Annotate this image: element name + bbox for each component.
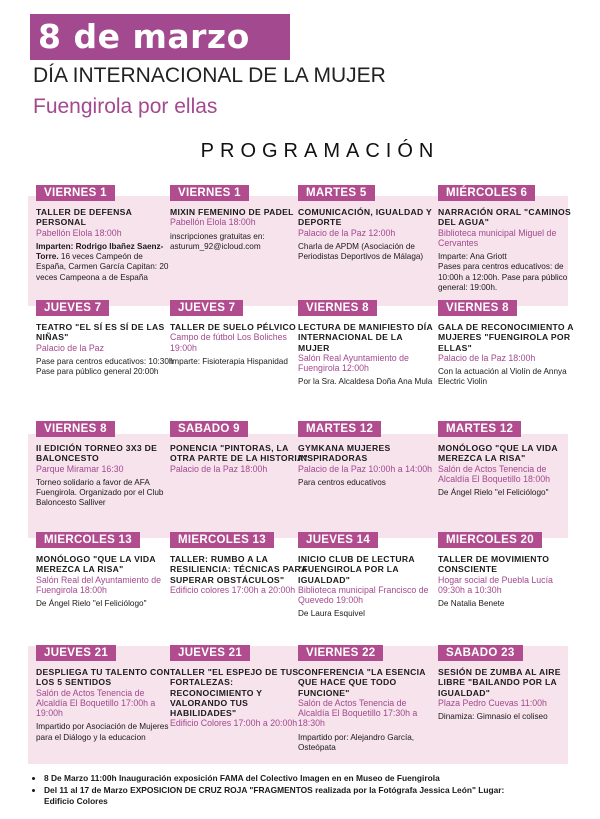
event-card <box>298 532 436 644</box>
event-day-badge: MIÉRCOLES 6 <box>438 185 535 201</box>
event-description <box>36 242 174 283</box>
event-place: Biblioteca municipal Francisco de Quevedo 19:00h <box>298 584 429 606</box>
event-description-text: Pase para centros educativos: 10:30h Pase para público general 20:00h <box>36 356 174 377</box>
event-place: Palacio de la Paz 18:00h <box>170 463 268 474</box>
event-day-badge: VIERNES 8 <box>298 300 377 316</box>
event-description-text: Impartido por Asociación de Mujeres para el Diálogo y la educacion <box>36 722 169 742</box>
event-place: Palacio de la Paz 10:00h a 14:00h <box>298 463 433 474</box>
event-title: MIXIN FEMENINO DE PADEL <box>170 207 294 217</box>
event-description-text: De Ángel Rielo "el Feliciólogo" <box>36 599 147 609</box>
event-description-text: Dinamiza: Gimnasio el coliseo <box>438 712 548 722</box>
event-place: Plaza Pedro Cuevas 11:00h <box>438 697 547 708</box>
event-title: TALLER DE DEFENSA PERSONAL <box>36 207 132 228</box>
event-title: II EDICIÓN TORNEO 3X3 DE BALONCESTO <box>36 443 158 464</box>
footer-note: • 8 De Marzo 11:00h Inauguración exposición FAMA del Colectivo Imagen en en Museo de Fuengirola <box>44 773 534 784</box>
event-card <box>36 645 174 765</box>
event-description-text: Charla de APDM (Asociación de Periodistas Deportivos de Málaga) <box>298 241 424 262</box>
event-day-badge: SABADO 9 <box>170 421 248 437</box>
event-place: Edificio colores 17:00h a 20:00h <box>170 584 296 595</box>
event-day-badge: VIERNES 8 <box>438 300 517 316</box>
main-title: 8 de marzo <box>30 14 290 60</box>
event-day-badge: VIERNES 22 <box>298 645 383 661</box>
event-day-badge: MARTES 12 <box>438 421 521 437</box>
event-description <box>36 599 174 609</box>
event-place: Salón de Actos Tenencia de Alcaldía El Boquetillo 18:00h <box>438 463 550 484</box>
event-card <box>170 532 308 644</box>
event-description <box>298 478 436 488</box>
footer-notes <box>34 773 534 808</box>
event-place: Salón de Actos Tenencia de Alcaldía El Boquetillo 17:00h a 19:00h <box>36 687 156 719</box>
event-description <box>438 599 576 609</box>
event-description <box>298 733 436 754</box>
event-place: Palacio de la Paz 12:00h <box>298 227 396 238</box>
event-card <box>298 421 436 533</box>
event-description <box>438 488 576 498</box>
event-card <box>438 532 576 644</box>
event-card <box>170 185 308 297</box>
event-description <box>170 232 308 253</box>
event-description <box>438 712 576 722</box>
event-title: SESIÓN DE ZUMBA AL AIRE LIBRE "BAILANDO POR LA IGUALDAD" <box>438 667 561 698</box>
event-description-text: inscripciones gratuitas en: asturum_92@icloud.com <box>170 231 265 251</box>
event-day-badge: MARTES 5 <box>298 185 375 201</box>
event-description <box>438 252 576 293</box>
event-card <box>438 645 576 765</box>
event-card <box>170 645 308 765</box>
subtitle: DÍA INTERNACIONAL DE LA MUJER <box>33 64 386 87</box>
event-place: Salón Real Ayuntamiento de Fuengirola 12:00h <box>298 352 409 374</box>
tagline: Fuengirola por ellas <box>33 95 218 118</box>
event-description-text: Impartido por: Alejandro García, Osteópata <box>298 732 415 753</box>
event-day-badge: VIERNES 1 <box>36 185 115 201</box>
event-description-text: Por la Sra. Alcaldesa Doña Ana Mula <box>298 377 433 387</box>
event-card <box>438 185 576 297</box>
event-title: TALLER: RUMBO A LA RESILIENCIA: TÉCNICAS PARA SUPERAR OBSTÁCULOS" <box>170 554 308 585</box>
event-card <box>438 300 576 412</box>
event-place: Palacio de la Paz 18:00h <box>438 352 536 363</box>
event-title: COMUNICACIÓN, IGUALDAD Y DEPORTE <box>298 207 432 228</box>
event-day-badge: JUEVES 14 <box>298 532 378 548</box>
event-day-badge: VIERNES 1 <box>170 185 249 201</box>
event-card <box>170 421 308 533</box>
event-day-badge: JUEVES 21 <box>36 645 116 661</box>
event-place: Palacio de la Paz <box>36 342 104 353</box>
event-place: Parque Miramar 16:30 <box>36 463 124 474</box>
event-title: MONÓLOGO "QUE LA VIDA MEREZCA LA RISA" <box>438 443 558 464</box>
event-description <box>36 722 174 743</box>
event-title: CONFERENCIA "LA ESENCIA QUE HACE QUE TODO FUNCIONE" <box>298 667 426 698</box>
event-description-bold: Imparten: Rodrigo Ibañez Saenz-Torre. <box>36 241 164 262</box>
footer-note: • Del 11 al 17 de Marzo EXPOSICION DE CRUZ ROJA "FRAGMENTOS realizada por la Fotógrafa Jessica León" Lugar: Edificio Colores <box>44 785 534 807</box>
event-place: Biblioteca municipal Miguel de Cervantes <box>438 227 557 248</box>
event-title: NARRACIÓN ORAL "CAMINOS DEL AGUA" <box>438 207 572 228</box>
event-description-text: De Ángel Rielo "el Feliciólogo" <box>438 488 549 498</box>
event-description-text: 16 veces Campeón de España, Carmen García Capitan: 20 veces Campeona a de España <box>36 252 169 282</box>
event-place: Hogar social de Puebla Lucía 09:30h a 10:30h <box>438 574 553 595</box>
event-title: TALLER DE MOVIMIENTO CONSCIENTE <box>438 554 550 575</box>
event-day-badge: SABADO 23 <box>438 645 523 661</box>
event-place: Edificio Colores 17:00h a 20:00h <box>170 718 298 729</box>
event-title: PONENCIA "PINTORAS, LA OTRA PARTE DE LA HISTORIA" <box>170 443 308 464</box>
event-title: DESPLIEGA TU TALENTO CON LOS 5 SENTIDOS <box>36 667 171 688</box>
event-description-text: De Natalia Benete <box>438 599 505 609</box>
event-card <box>36 185 174 297</box>
event-place: Campo de fútbol Los Boliches 19:00h <box>170 332 287 353</box>
event-title: GALA DE RECONOCIMIENTO A MUJERES "FUENGIROLA POR ELLAS" <box>438 322 574 353</box>
event-card <box>36 532 174 644</box>
event-title: TEATRO "EL SÍ ES SÍ DE LAS NIÑAS" <box>36 322 165 343</box>
event-place: Salón Real del Ayuntamiento de Fuengirola 18:00h <box>36 574 162 595</box>
event-place: Salón de Actos Tenencia de Alcaldía El Boquetillo 17:30h a 18:30h <box>298 697 418 729</box>
event-card <box>36 421 174 533</box>
event-card <box>36 300 174 412</box>
section-title: PROGRAMACIÓN <box>200 140 440 162</box>
event-place: Pabellón Elola 18:00h <box>36 227 122 238</box>
event-description <box>438 367 576 388</box>
event-description-text: Torneo solidario a favor de AFA Fuengirola. Organizado por el Club Baloncesto Salliver <box>36 477 164 508</box>
event-day-badge: MARTES 12 <box>298 421 381 437</box>
event-day-badge: JUEVES 7 <box>170 300 243 316</box>
event-description <box>298 609 436 619</box>
event-description-text: Imparte: Fisioterapia Hispanidad <box>170 356 288 366</box>
event-title: GYMKANA MUJERES INSPIRADORAS <box>298 443 391 464</box>
event-title: INICIO CLUB DE LECTURA "FUENGIROLA POR LA IGUALDAD" <box>298 554 415 585</box>
event-description-text: De Laura Esquivel <box>298 609 365 619</box>
event-title: MONÓLOGO "QUE LA VIDA MEREZCA LA RISA" <box>36 554 156 575</box>
event-description <box>298 242 436 263</box>
event-description <box>36 357 174 378</box>
event-day-badge: VIERNES 8 <box>36 421 115 437</box>
event-day-badge: MIERCOLES 13 <box>170 532 274 548</box>
event-card <box>298 645 436 765</box>
event-description-text: Imparte: Ana Griott Pases para centros educativos: de 10:00h a 12:00h. Pase para público general: 19:00h. <box>438 252 568 293</box>
event-title: TALLER "EL ESPEJO DE TUS FORTALEZAS: RECONOCIMIENTO Y VALORANDO TUS HABILIDADES" <box>170 667 299 719</box>
event-description-text: Con la actuación al Violín de Annya Electric Violin <box>438 367 567 387</box>
event-card <box>298 300 436 412</box>
event-place: Pabellón Elola 18:00h <box>170 217 256 228</box>
event-description <box>170 357 308 367</box>
event-day-badge: MIERCOLES 13 <box>36 532 140 548</box>
event-day-badge: JUEVES 7 <box>36 300 109 316</box>
event-card <box>170 300 308 412</box>
event-description-text: Para centros educativos <box>298 477 386 487</box>
event-day-badge: JUEVES 21 <box>170 645 250 661</box>
event-card <box>438 421 576 533</box>
event-description <box>36 478 174 509</box>
event-title: TALLER DE SUELO PÉLVICO <box>170 322 296 332</box>
event-day-badge: MIERCOLES 20 <box>438 532 542 548</box>
event-description <box>298 377 436 387</box>
event-title: LECTURA DE MANIFIESTO DÍA INTERNACIONAL DE LA MUJER <box>298 322 433 353</box>
event-card <box>298 185 436 297</box>
